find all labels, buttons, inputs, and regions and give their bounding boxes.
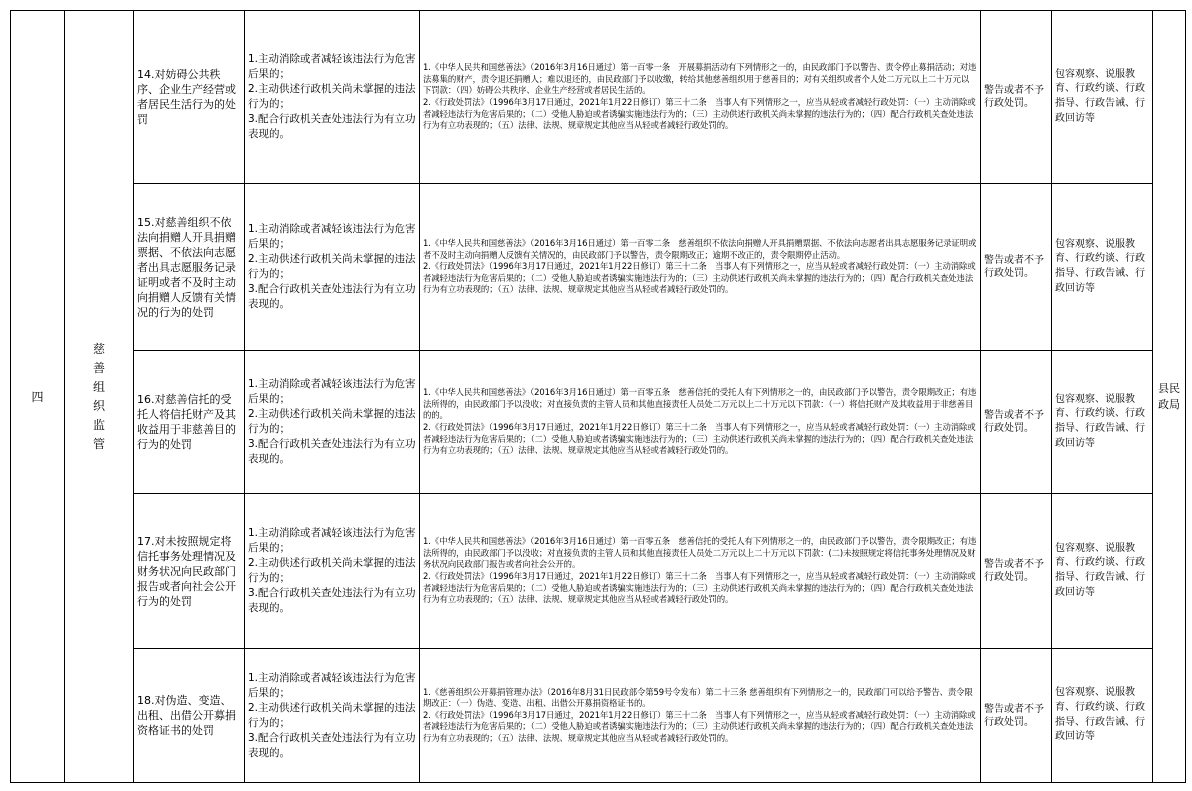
conditions-cell <box>245 11 420 184</box>
category-char: 织 <box>92 398 105 413</box>
result-cell: 警告或者不予行政处罚。 <box>981 184 1052 351</box>
table-row <box>11 494 1186 649</box>
condition-line: 2.主动供述行政机关尚未掌握的违法行为的； <box>248 557 416 584</box>
condition-line: 1.主动消除或者减轻该违法行为危害后果的； <box>248 378 416 405</box>
condition-line: 3.配合行政机关查处违法行为有立功表现的。 <box>248 438 416 465</box>
condition-line: 1.主动消除或者减轻该违法行为危害后果的； <box>248 223 416 250</box>
basis-paragraph: 2.《行政处罚法》（1996年3月17日通过，2021年1月22日修订）第三十二条 当事人有下列情形之一，应当从轻或者减轻行政处罚：（一）主动消除或者减轻违法行为危害后果的；（二）受他人胁迫或者诱骗实施违法行为的；（三）主动供述行政机关尚未掌握的违法行为的；（四）配合行政机关查处违法行为有立功表现的；（五）法律、法规、规章规定其他应当从轻或者减轻行政处罚的。 <box>423 709 976 743</box>
section-number: 四 <box>11 11 65 783</box>
method-cell: 包容观察、说服教育、行政约谈、行政指导、行政告诫、行政回访等 <box>1052 351 1153 494</box>
legal-basis-cell <box>420 351 981 494</box>
basis-paragraph: 2.《行政处罚法》（1996年3月17日通过，2021年1月22日修订）第三十二条 当事人有下列情形之一，应当从轻或者减轻行政处罚：（一）主动消除或者减轻违法行为危害后果的；（二）受他人胁迫或者诱骗实施违法行为的；（三）主动供述行政机关尚未掌握的违法行为的；（四）配合行政机关查处违法行为有立功表现的；（五）法律、法规、规章规定其他应当从轻或者减轻行政处罚的。 <box>423 571 976 605</box>
method-cell: 包容观察、说服教育、行政约谈、行政指导、行政告诫、行政回访等 <box>1052 649 1153 783</box>
condition-line: 1.主动消除或者减轻该违法行为危害后果的； <box>248 527 416 554</box>
result-cell: 警告或者不予行政处罚。 <box>981 494 1052 649</box>
condition-line: 2.主动供述行政机关尚未掌握的违法行为的； <box>248 253 416 280</box>
condition-line: 2.主动供述行政机关尚未掌握的违法行为的； <box>248 408 416 435</box>
item-cell: 15.对慈善组织不依法向捐赠人开具捐赠票据、不依法向志愿者出具志愿服务记录证明或者不及时主动向捐赠人反馈有关情况的行为的处罚 <box>134 184 245 351</box>
condition-line: 3.配合行政机关查处违法行为有立功表现的。 <box>248 113 416 140</box>
legal-basis-cell <box>420 494 981 649</box>
conditions-cell <box>245 351 420 494</box>
item-cell: 18.对伪造、变造、出租、出借公开募捐资格证书的处罚 <box>134 649 245 783</box>
category-char: 组 <box>92 379 105 394</box>
condition-line: 3.配合行政机关查处违法行为有立功表现的。 <box>248 283 416 310</box>
condition-line: 2.主动供述行政机关尚未掌握的违法行为的； <box>248 83 416 110</box>
item-cell: 17.对未按照规定将信托事务处理情况及财务状况向民政部门报告或者向社会公开行为的处罚 <box>134 494 245 649</box>
category-char: 慈 <box>92 341 105 356</box>
conditions-cell <box>245 649 420 783</box>
condition-line: 1.主动消除或者减轻该违法行为危害后果的； <box>248 53 416 80</box>
condition-line: 2.主动供述行政机关尚未掌握的违法行为的； <box>248 701 416 729</box>
basis-paragraph: 1.《中华人民共和国慈善法》（2016年3月16日通过）第一百零一条 开展募捐活动有下列情形之一的，由民政部门予以警告、责令停止募捐活动；对违法募集的财产，责令退还捐赠人；难以退还的，由民政部门予以收缴，转给其他慈善组织用于慈善目的；对有关组织或者个人处二万元以上二十万元以下罚款：（四）妨碍公共秩序、企业生产经营或者居民生活的。 <box>423 62 977 96</box>
basis-paragraph: 1.《中华人民共和国慈善法》（2016年3月16日通过）第一百零五条 慈善信托的受托人有下列情形之一的，由民政部门予以警告，责令限期改正；有违法所得的，由民政部门予以没收；对直接负责的主管人员和其他直接责任人员处二万元以上二十万元以下罚款：（一）将信托财产及其收益用于非慈善目的的。 <box>423 387 977 421</box>
item-cell: 16.对慈善信托的受托人将信托财产及其收益用于非慈善目的行为的处罚 <box>134 351 245 494</box>
category-char: 善 <box>92 360 105 375</box>
condition-line: 3.配合行政机关查处违法行为有立功表现的。 <box>248 731 416 759</box>
result-cell: 警告或者不予行政处罚。 <box>981 11 1052 184</box>
authority-line: 政局 <box>1158 397 1180 411</box>
basis-paragraph: 2.《行政处罚法》（1996年3月17日通过，2021年1月22日修订）第三十二条 当事人有下列情形之一，应当从轻或者减轻行政处罚：（一）主动消除或者减轻违法行为危害后果的；（二）受他人胁迫或者诱骗实施违法行为的；（三）主动供述行政机关尚未掌握的违法行为的；（四）配合行政机关查处违法行为有立功表现的；（五）法律、法规、规章规定其他应当从轻或者减轻行政处罚的。 <box>423 422 976 456</box>
table-row <box>11 351 1186 494</box>
result-cell: 警告或者不予行政处罚。 <box>981 351 1052 494</box>
conditions-cell <box>245 494 420 649</box>
conditions-cell <box>245 184 420 351</box>
method-cell: 包容观察、说服教育、行政约谈、行政指导、行政告诫、行政回访等 <box>1052 11 1153 184</box>
condition-line: 1.主动消除或者减轻该违法行为危害后果的； <box>248 671 416 699</box>
authority-line: 县民 <box>1158 381 1180 395</box>
result-cell: 警告或者不予行政处罚。 <box>981 649 1052 783</box>
category-char: 管 <box>92 436 105 451</box>
category-char: 监 <box>92 417 105 432</box>
basis-paragraph: 1.《慈善组织公开募捐管理办法》（2016年8月31日民政部令第59号令发布）第二十三条 慈善组织有下列情形之一的，民政部门可以给予警告、责令限期改正：（一）伪造、变造、出租、出借公开募捐资格证书的。 <box>423 686 973 709</box>
item-cell: 14.对妨碍公共秩序、企业生产经营或者居民生活行为的处罚 <box>134 11 245 184</box>
basis-paragraph: 1.《中华人民共和国慈善法》（2016年3月16日通过）第一百零五条 慈善信托的受托人有下列情形之一的，由民政部门予以警告，责令限期改正；有违法所得的，由民政部门予以没收；对直接负责的主管人员和其他直接责任人员处二万元以上二十万元以下罚款：(二)未按照规定将信托事务处理情况及财务状况向民政部门报告或者向社会公开的。 <box>423 536 977 570</box>
legal-basis-cell <box>420 649 981 783</box>
table-row <box>11 649 1186 783</box>
basis-paragraph: 2.《行政处罚法》（1996年3月17日通过，2021年1月22日修订）第三十二条 当事人有下列情形之一，应当从轻或者减轻行政处罚：（一）主动消除或者减轻违法行为危害后果的；（二）受他人胁迫或者诱骗实施违法行为的；（三）主动供述行政机关尚未掌握的违法行为的；（四）配合行政机关查处违法行为有立功表现的；（五）法律、法规、规章规定其他应当从轻或者减轻行政处罚的。 <box>423 97 976 131</box>
authority-cell <box>1153 11 1186 783</box>
basis-paragraph: 2.《行政处罚法》（1996年3月17日通过，2021年1月22日修订）第三十二条 当事人有下列情形之一，应当从轻或者减轻行政处罚：（一）主动消除或者减轻违法行为危害后果的；（二）受他人胁迫或者诱骗实施违法行为的；（三）主动供述行政机关尚未掌握的违法行为的；（四）配合行政机关查处违法行为有立功表现的；（五）法律、法规、规章规定其他应当从轻或者减轻行政处罚的。 <box>423 261 976 295</box>
basis-paragraph: 1.《中华人民共和国慈善法》（2016年3月16日通过）第一百零二条 慈善组织不依法向捐赠人开具捐赠票据、不依法向志愿者出具志愿服务记录证明或者不及时主动向捐赠人反馈有关情况的，由民政部门予以警告，责令限期改正；逾期不改正的，责令限期停止活动。 <box>423 238 977 260</box>
category-cell <box>65 11 134 783</box>
table-row <box>11 184 1186 351</box>
table-row <box>11 11 1186 184</box>
penalty-table <box>10 10 1186 783</box>
legal-basis-cell <box>420 184 981 351</box>
method-cell: 包容观察、说服教育、行政约谈、行政指导、行政告诫、行政回访等 <box>1052 184 1153 351</box>
legal-basis-cell <box>420 11 981 184</box>
condition-line: 3.配合行政机关查处违法行为有立功表现的。 <box>248 587 416 614</box>
method-cell: 包容观察、说服教育、行政约谈、行政指导、行政告诫、行政回访等 <box>1052 494 1153 649</box>
